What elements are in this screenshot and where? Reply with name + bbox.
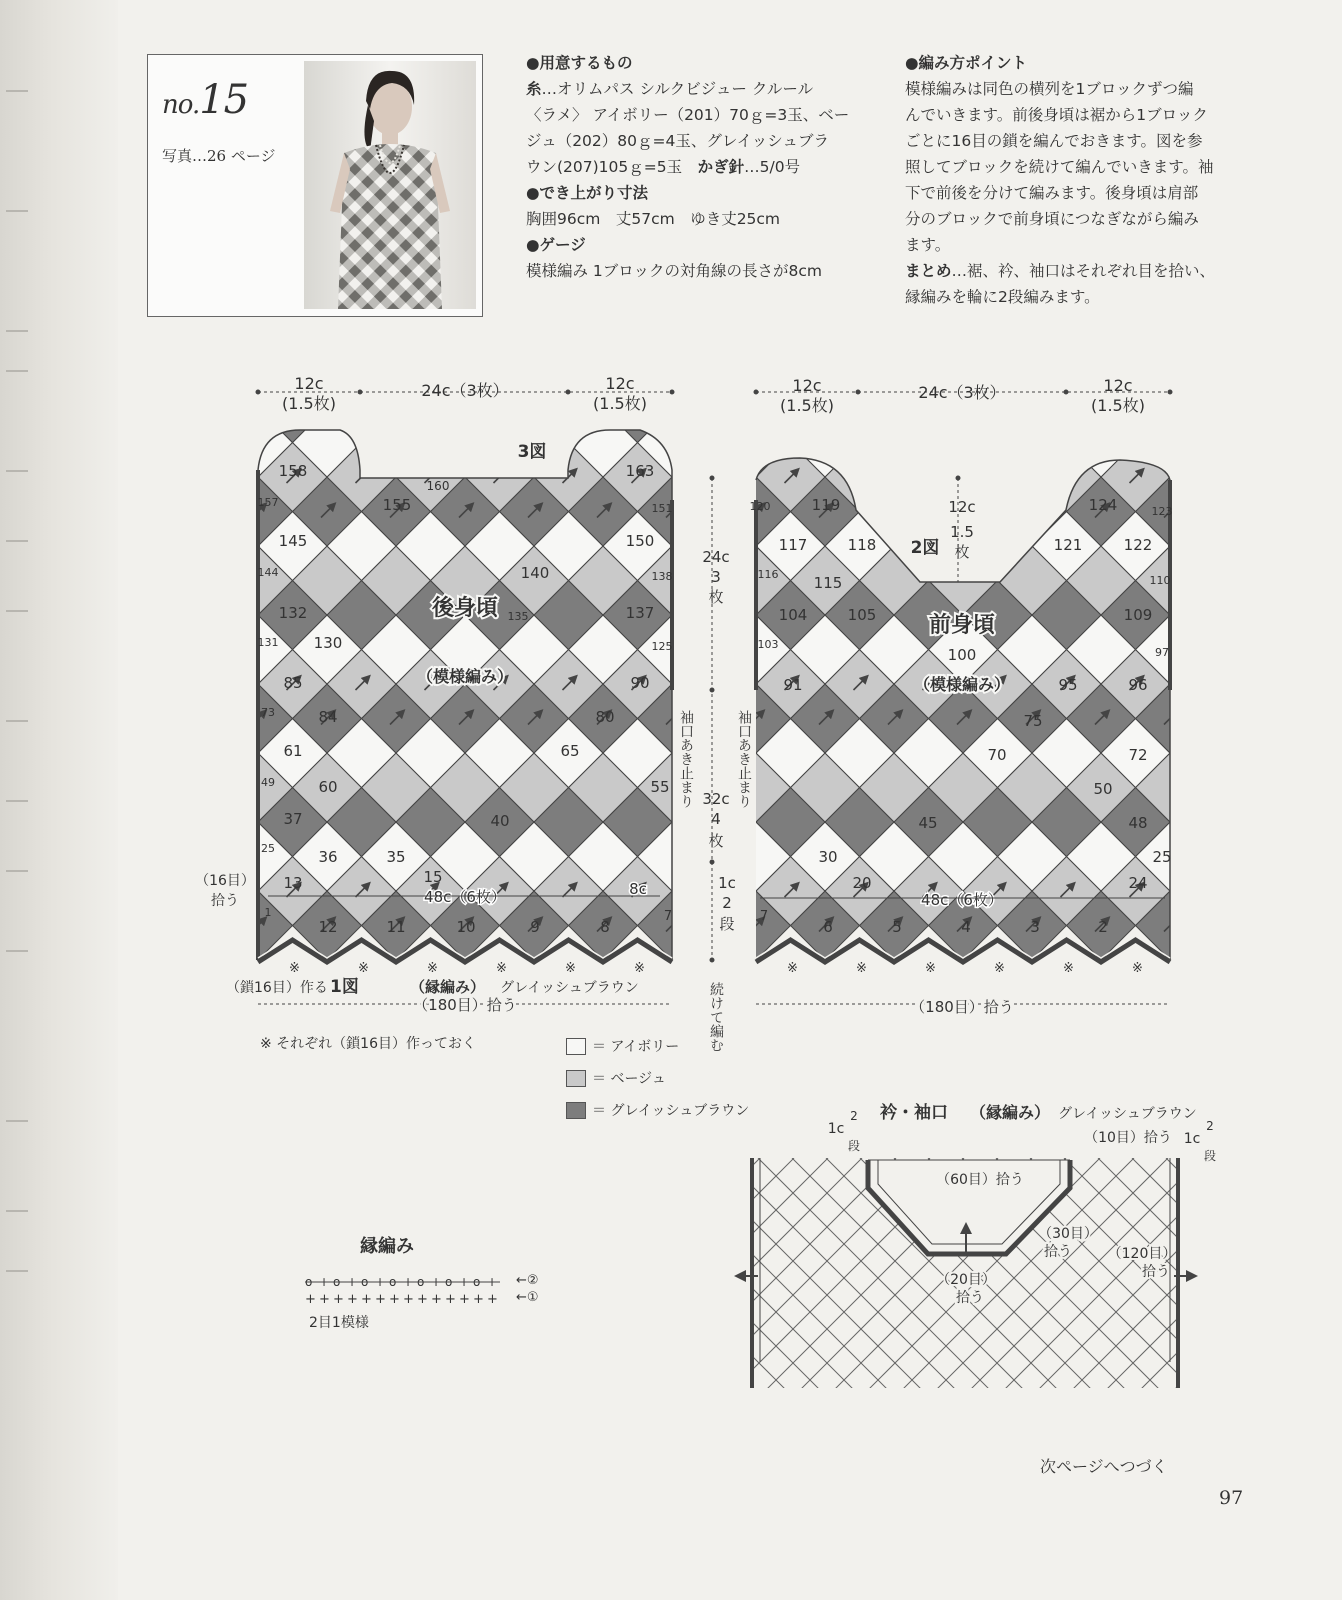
points-line: 下で前後を分けて編みます。後身頃は肩部 xyxy=(905,184,1199,202)
gauge-value: 模様編み 1ブロックの対角線の長さが8cm xyxy=(526,262,822,280)
front-neck-dim-sub: 1.5 xyxy=(950,523,974,541)
block-number: 4 xyxy=(961,918,971,936)
block-number: 61 xyxy=(283,742,303,760)
block-number: 130 xyxy=(313,634,343,652)
chain-mark: ※ xyxy=(427,961,438,976)
chain-mark: ※ xyxy=(565,961,576,976)
stitch-symbol: + xyxy=(347,1275,358,1289)
stitch-symbol: + xyxy=(403,1292,414,1307)
block-number: 122 xyxy=(1123,536,1153,554)
legend-ivory: ＝ アイボリー xyxy=(566,1036,679,1056)
size-title: ●でき上がり寸法 xyxy=(526,184,649,202)
front-title: 前身頃 xyxy=(928,613,996,638)
chain-mark: ※ xyxy=(1132,961,1143,976)
points-line: ます。 xyxy=(905,236,951,254)
block-number: 100 xyxy=(947,646,977,664)
lattice-line xyxy=(520,1158,760,1398)
front-dim-left: 12c xyxy=(792,376,822,395)
start-stitches: （16目） xyxy=(195,873,255,889)
points-line: んでいきます。前後身頃は裾から1ブロック xyxy=(905,106,1208,124)
start-pickup: 拾う xyxy=(211,893,239,909)
chain-mark: ※ xyxy=(1063,961,1074,976)
back-dim-center: 24c（3枚） xyxy=(421,381,509,400)
stitch-symbol: + xyxy=(431,1292,442,1307)
page-number: 97 xyxy=(1219,1487,1244,1509)
block-number: 70 xyxy=(987,746,1007,764)
points-title: ●編み方ポイント xyxy=(905,54,1028,72)
block-number: 140 xyxy=(520,564,550,582)
block-number: 124 xyxy=(1088,496,1118,514)
neck-pickup-20b: 拾う xyxy=(956,1290,984,1306)
stitch-symbol: + xyxy=(319,1275,330,1289)
stitch-symbol: + xyxy=(375,1292,386,1307)
armhole-label-left: 袖口あき止まり xyxy=(678,710,694,808)
pattern-block xyxy=(431,408,500,477)
center-height-mid-sub: 4 xyxy=(711,810,721,828)
block-number: 12 xyxy=(318,918,338,936)
block-number: 105 xyxy=(847,606,877,624)
stitch-symbol: + xyxy=(487,1275,498,1289)
block-number: 13 xyxy=(283,874,303,892)
block-number: 119 xyxy=(811,496,841,514)
lattice-line xyxy=(1166,1158,1342,1398)
center-height-top: 24c xyxy=(702,548,730,566)
legend-brown: ＝ グレイッシュブラウン xyxy=(566,1100,749,1120)
chain-mark: ※ xyxy=(856,961,867,976)
block-number: 15 xyxy=(423,868,443,886)
front-neck-dim-sub: 枚 xyxy=(954,543,970,561)
materials-yarn: 糸…オリムパス シルクビジュー クルール xyxy=(526,80,814,98)
stitch-symbol: + xyxy=(319,1292,330,1307)
block-number: 30 xyxy=(818,848,838,866)
stitch-symbol: + xyxy=(347,1292,358,1307)
front-width: 48c（6枚） xyxy=(921,891,1003,909)
points-line: 模様編みは同色の横列を1ブロックずつ編 xyxy=(905,80,1194,98)
pattern-number: no.15 xyxy=(162,77,249,123)
block-number: 5 xyxy=(892,918,902,936)
block-number: 65 xyxy=(560,742,580,760)
brown-swatch xyxy=(566,1102,586,1119)
center-edge: 1c xyxy=(718,874,736,892)
continue-label: 続けて編む xyxy=(708,982,724,1052)
stitch-symbol: o xyxy=(305,1275,313,1289)
block-number: 157 xyxy=(257,496,279,509)
block-number: 37 xyxy=(283,810,303,828)
block-number: 163 xyxy=(625,462,655,480)
chain-mark: ※ xyxy=(289,961,300,976)
materials-line: ジュ（202）80ｇ=4玉、グレイッシュブラ xyxy=(526,132,829,150)
lattice-line xyxy=(1234,1158,1342,1398)
center-height-mid: 32c xyxy=(702,790,730,808)
block-number: 160 xyxy=(426,479,450,493)
center-height-top-sub: 枚 xyxy=(708,588,724,606)
stitch-symbol: + xyxy=(305,1292,316,1307)
block-number: 25 xyxy=(261,842,275,855)
neck-pickup-60: （60目）拾う xyxy=(936,1172,1024,1188)
lattice-line xyxy=(1268,1158,1342,1398)
block-number: 6 xyxy=(823,918,833,936)
neck-pickup-30: （30目） xyxy=(1038,1226,1098,1242)
block-number: 117 xyxy=(778,536,808,554)
block-number: 109 xyxy=(1123,606,1153,624)
ivory-swatch xyxy=(566,1038,586,1055)
edge-label: （縁編み） xyxy=(410,978,486,996)
center-height-top-sub: 3 xyxy=(711,568,721,586)
back-pickup: （180目）拾う xyxy=(413,996,517,1014)
stitch-symbol: + xyxy=(431,1275,442,1289)
block-number: 7 xyxy=(663,909,673,924)
neck-title-sub: （縁編み） xyxy=(970,1103,1051,1122)
neck-dim-right: 1c xyxy=(1183,1131,1201,1147)
block-number: 36 xyxy=(318,848,338,866)
block-number: 11 xyxy=(386,918,406,936)
chain-mark: ※ xyxy=(634,961,645,976)
block-number: 150 xyxy=(625,532,655,550)
block-number: 132 xyxy=(278,604,308,622)
pattern-block xyxy=(362,408,431,477)
block-number: 50 xyxy=(1093,780,1113,798)
block-number: 8 xyxy=(600,918,610,936)
stitch-symbol: + xyxy=(487,1292,498,1307)
legend-beige: ＝ ベージュ xyxy=(566,1068,666,1088)
back-dim-right: 12c xyxy=(605,374,635,393)
stitch-symbol: + xyxy=(375,1275,386,1289)
lattice-line xyxy=(1336,1158,1342,1398)
edging-title: 縁編み xyxy=(360,1236,414,1257)
block-number: 1 xyxy=(264,906,272,919)
neck-title-color: グレイッシュブラウン xyxy=(1058,1106,1197,1122)
points-line: ごとに16目の鎖を編んでおきます。図を参 xyxy=(905,132,1203,150)
materials-line: 〈ラメ〉 アイボリー（201）70ｇ=3玉、ベー xyxy=(526,106,850,124)
edge-color: グレイッシュブラウン xyxy=(500,980,639,996)
neck-dim-right-sub: 2 xyxy=(1206,1119,1214,1133)
points-line: 照してブロックを続けて編んでいきます。袖 xyxy=(905,158,1214,176)
block-number: 115 xyxy=(813,574,843,592)
block-number: 95 xyxy=(1058,676,1078,694)
chain-note: ※ それぞれ（鎖16目）作っておく xyxy=(260,1036,476,1052)
pattern-block xyxy=(998,408,1067,477)
block-number: 10 xyxy=(456,918,476,936)
block-number: 84 xyxy=(318,708,338,726)
back-title: 後身頃 xyxy=(431,596,499,621)
front-neck-dim: 12c xyxy=(948,498,976,516)
chain-mark: ※ xyxy=(994,961,1005,976)
edging-repeat: 2目1模様 xyxy=(309,1315,369,1331)
block-number: 125 xyxy=(651,640,673,653)
stitch-symbol: o xyxy=(445,1275,453,1289)
block-number: 91 xyxy=(783,676,803,694)
direction-arrow xyxy=(888,506,900,518)
edging-row-1: ←① xyxy=(516,1290,539,1305)
front-subtitle: （模様編み） xyxy=(913,675,1011,694)
block-number: 2 xyxy=(1098,918,1108,936)
block-number: 49 xyxy=(261,776,275,789)
stitch-symbol: + xyxy=(389,1292,400,1307)
stitch-symbol: o xyxy=(361,1275,369,1289)
back-fig-1: 1図 xyxy=(330,977,359,997)
block-number: 96 xyxy=(1128,676,1148,694)
finish-line: 縁編みを輪に2段編みます。 xyxy=(905,288,1100,306)
chain-mark: ※ xyxy=(925,961,936,976)
lattice-line xyxy=(1200,1158,1342,1398)
block-number: 90 xyxy=(630,674,650,692)
block-number: 97 xyxy=(1155,646,1169,659)
back-side-8c: 8c xyxy=(629,880,647,898)
block-number: 45 xyxy=(918,814,938,832)
size-value: 胸囲96cm 丈57cm ゆき丈25cm xyxy=(526,210,781,228)
edging-row-2: ←② xyxy=(516,1273,539,1288)
pattern-block xyxy=(929,408,998,477)
chain-mark: ※ xyxy=(787,961,798,976)
block-number: 120 xyxy=(749,500,771,513)
lattice-line xyxy=(1166,1158,1342,1398)
front-pickup: （180目）拾う xyxy=(910,998,1014,1016)
stitch-symbol: o xyxy=(473,1275,481,1289)
neck-armhole-diagram xyxy=(452,1158,1342,1398)
back-fig-label: 3図 xyxy=(517,442,547,462)
neck-dim-right-sub: 段 xyxy=(1203,1149,1217,1163)
chain-label: （鎖16目）作る xyxy=(226,980,328,996)
stitch-symbol: + xyxy=(417,1292,428,1307)
neck-dim-left: 1c xyxy=(827,1121,845,1137)
block-number: 9 xyxy=(530,918,540,936)
front-dim-center: 24c（3枚） xyxy=(918,383,1006,402)
direction-arrow xyxy=(992,471,1004,483)
block-number: 137 xyxy=(625,604,655,622)
block-number: 110 xyxy=(1149,574,1171,587)
block-number: 121 xyxy=(1053,536,1083,554)
block-number: 7 xyxy=(759,909,769,924)
lattice-line xyxy=(1302,1158,1342,1398)
block-number: 131 xyxy=(257,636,279,649)
block-number: 20 xyxy=(852,874,872,892)
neck-pickup-120: （120目） xyxy=(1107,1246,1177,1262)
front-dim-right: 12c xyxy=(1103,376,1133,395)
block-number: 155 xyxy=(382,496,412,514)
block-number: 72 xyxy=(1128,746,1148,764)
stitch-symbol: + xyxy=(473,1292,484,1307)
block-number: 55 xyxy=(650,778,670,796)
front-fig-label: 2図 xyxy=(910,538,940,558)
block-number: 135 xyxy=(507,610,529,623)
lattice-line xyxy=(520,1158,760,1398)
photo-reference: 写真…26 ページ xyxy=(162,147,276,165)
materials-line: ウン(207)105ｇ=5玉 かぎ針…5/0号 xyxy=(526,158,801,176)
neck-pickup-120b: 拾う xyxy=(1142,1264,1170,1280)
block-number: 40 xyxy=(490,812,510,830)
gauge-title: ●ゲージ xyxy=(526,236,586,254)
front-dim-left-sub: (1.5枚) xyxy=(780,396,834,415)
block-number: 138 xyxy=(651,570,673,583)
block-number: 25 xyxy=(1152,848,1172,866)
beige-swatch xyxy=(566,1070,586,1087)
block-number: 118 xyxy=(847,536,877,554)
block-number: 24 xyxy=(1128,874,1148,892)
block-number: 75 xyxy=(1023,712,1043,730)
direction-arrow xyxy=(1026,506,1038,518)
block-number: 80 xyxy=(595,708,615,726)
neck-dim-left-sub: 段 xyxy=(847,1139,861,1153)
block-number: 123 xyxy=(1151,505,1173,518)
neck-pickup-10: （10目）拾う xyxy=(1084,1130,1172,1146)
block-number: 158 xyxy=(278,462,308,480)
front-dim-right-sub: (1.5枚) xyxy=(1091,396,1145,415)
chain-mark: ※ xyxy=(358,961,369,976)
direction-arrow xyxy=(1061,471,1073,483)
stitch-symbol: o xyxy=(389,1275,397,1289)
center-edge-sub: 段 xyxy=(719,915,735,933)
lattice-line xyxy=(1200,1158,1342,1398)
block-number: 48 xyxy=(1128,814,1148,832)
back-width: 48c（6枚） xyxy=(424,888,506,906)
stitch-symbol: o xyxy=(333,1275,341,1289)
neck-dim-left-sub: 2 xyxy=(850,1109,858,1123)
stitch-symbol: + xyxy=(445,1292,456,1307)
direction-arrow xyxy=(923,471,935,483)
finish-line: まとめ…裾、衿、袖口はそれぞれ目を拾い、 xyxy=(905,262,1216,280)
stitch-symbol: + xyxy=(459,1275,470,1289)
block-number: 116 xyxy=(757,568,779,581)
points-line: 分のブロックで前身頃につなぎながら編み xyxy=(905,210,1199,228)
neck-pickup-30b: 拾う xyxy=(1044,1244,1072,1260)
block-number: 151 xyxy=(651,502,673,515)
back-dim-left: 12c xyxy=(294,374,324,393)
neck-title: 衿・袖口 xyxy=(880,1103,948,1123)
block-number: 3 xyxy=(1030,918,1040,936)
block-number: 73 xyxy=(261,706,275,719)
center-height-mid-sub: 枚 xyxy=(708,832,724,850)
center-edge-sub: 2 xyxy=(722,894,732,912)
lattice-line xyxy=(1336,1158,1342,1398)
block-number: 85 xyxy=(283,674,303,692)
lattice-line xyxy=(1268,1158,1342,1398)
armhole-label-right: 袖口あき止まり xyxy=(736,710,752,808)
neck-pickup-20: （20目） xyxy=(936,1272,996,1288)
back-dim-right-sub: (1.5枚) xyxy=(593,394,647,413)
block-number: 145 xyxy=(278,532,308,550)
back-dim-left-sub: (1.5枚) xyxy=(282,394,336,413)
chain-mark: ※ xyxy=(496,961,507,976)
block-number: 144 xyxy=(257,566,279,579)
block-number: 103 xyxy=(757,638,779,651)
stitch-symbol: + xyxy=(333,1292,344,1307)
lattice-line xyxy=(1302,1158,1342,1398)
stitch-symbol: + xyxy=(403,1275,414,1289)
stitch-symbol: + xyxy=(361,1292,372,1307)
back-subtitle: （模様編み） xyxy=(416,667,514,686)
edging-chart xyxy=(305,1275,500,1307)
pattern-block xyxy=(860,408,929,477)
continue-next-page: 次ページへつづく xyxy=(1040,1457,1168,1476)
materials-title: ●用意するもの xyxy=(526,54,633,72)
block-number: 35 xyxy=(386,848,406,866)
stitch-symbol: + xyxy=(459,1292,470,1307)
lattice-line xyxy=(1234,1158,1342,1398)
block-number: 104 xyxy=(778,606,808,624)
stitch-symbol: o xyxy=(417,1275,425,1289)
direction-arrow xyxy=(854,471,866,483)
block-number: 60 xyxy=(318,778,338,796)
